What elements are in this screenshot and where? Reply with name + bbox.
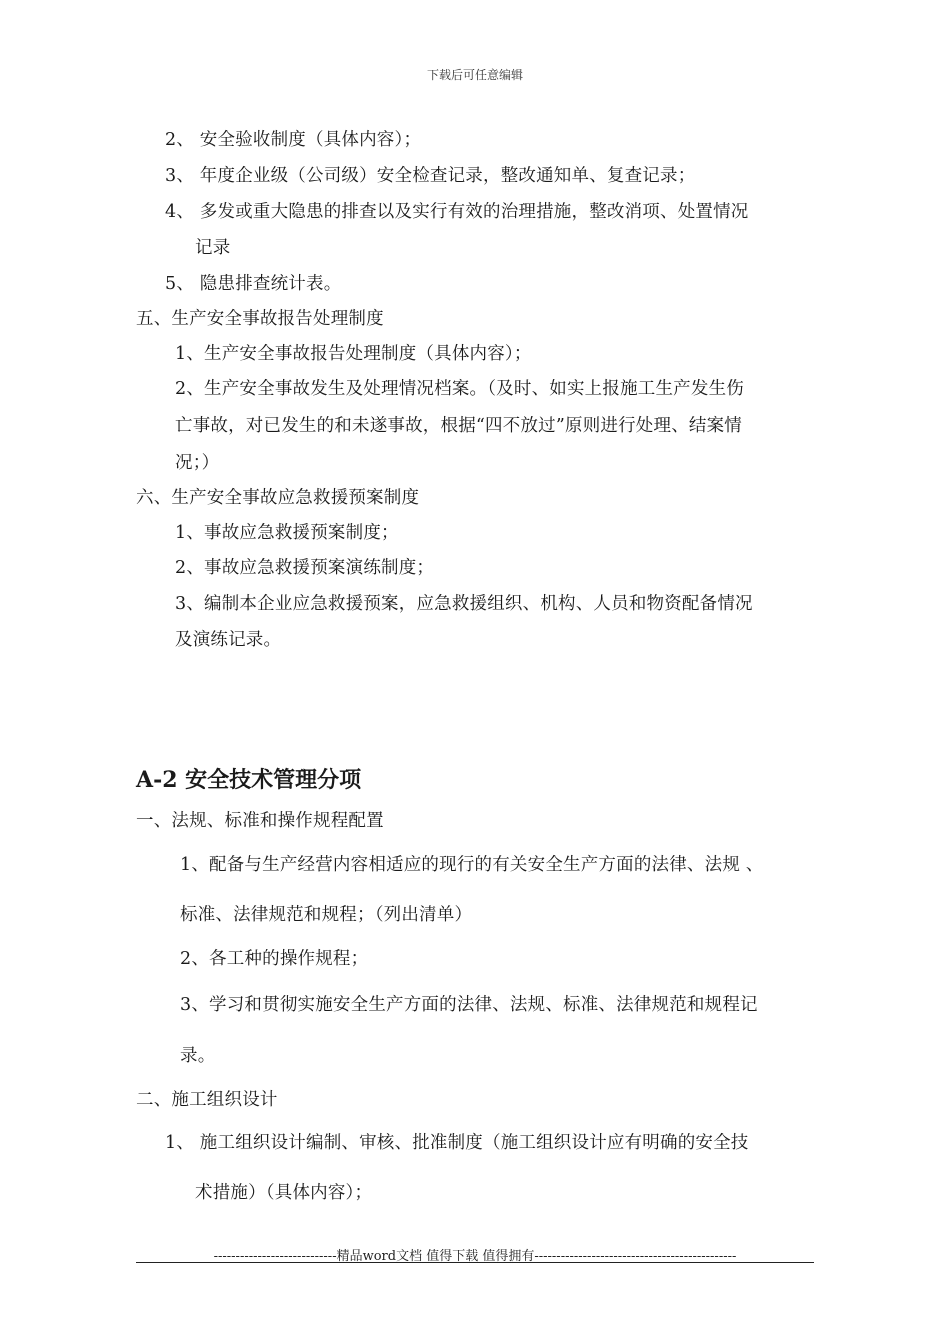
list-item: 1、配备与生产经营内容相适应的现行的有关安全生产方面的法律、法规 、 xyxy=(180,855,764,875)
section-title: 五、生产安全事故报告处理制度 xyxy=(136,309,384,329)
list-item-continuation: 及演练记录。 xyxy=(175,630,282,650)
list-item: 1、 施工组织设计编制、审核、批准制度（施工组织设计应有明确的安全技 xyxy=(165,1133,749,1153)
list-item: 2、事故应急救援预案演练制度； xyxy=(175,558,435,578)
list-item-continuation: 标准、法律规范和规程；（列出清单） xyxy=(180,905,473,925)
section-heading: A-2 安全技术管理分项 xyxy=(136,767,362,793)
list-item: 4、 多发或重大隐患的排查以及实行有效的治理措施，整改消项、处置情况 xyxy=(165,202,749,222)
list-item-continuation: 记录 xyxy=(195,238,231,258)
list-item: 2、各工种的操作规程； xyxy=(180,949,369,969)
list-item: 1、生产安全事故报告处理制度（具体内容）； xyxy=(175,344,532,364)
list-item: 3、学习和贯彻实施安全生产方面的法律、法规、标准、法律规范和规程记 xyxy=(180,995,758,1015)
list-item-continuation: 亡事故，对已发生的和未遂事故，根据“四不放过”原则进行处理、结案情 xyxy=(175,416,742,436)
list-item: 3、编制本企业应急救援预案，应急救援组织、机构、人员和物资配备情况 xyxy=(175,594,753,614)
page-header: 下载后可任意编辑 xyxy=(426,68,523,82)
list-item: 3、 年度企业级（公司级）安全检查记录，整改通知单、复查记录； xyxy=(165,166,696,186)
page-footer: ----------------------------精品word文档 值得下载 值得拥有---------------------------------------------- xyxy=(213,1249,737,1264)
list-item-continuation: 况；） xyxy=(175,453,220,473)
list-item: 2、 安全验收制度（具体内容）； xyxy=(165,130,422,150)
list-item: 1、事故应急救援预案制度； xyxy=(175,523,399,543)
list-item: 5、 隐患排查统计表。 xyxy=(165,274,342,294)
list-item-continuation: 术措施）（具体内容）； xyxy=(195,1183,373,1203)
list-item: 2、生产安全事故发生及处理情况档案。（及时、如实上报施工生产发生伤 xyxy=(175,379,744,399)
footer-rule xyxy=(136,1262,814,1263)
list-item-continuation: 录。 xyxy=(180,1046,216,1066)
section-title: 二、施工组织设计 xyxy=(136,1090,278,1110)
section-title: 一、法规、标准和操作规程配置 xyxy=(136,811,384,831)
section-title: 六、生产安全事故应急救援预案制度 xyxy=(136,488,420,508)
